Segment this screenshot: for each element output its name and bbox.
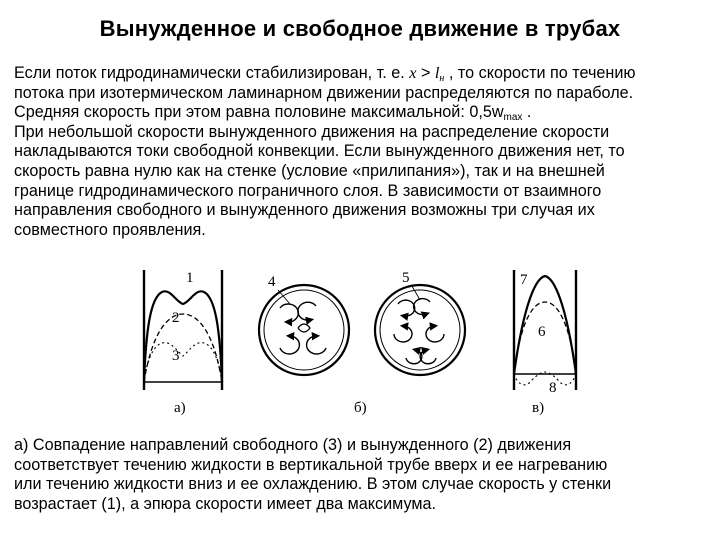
- wmax-subscript: max: [503, 112, 523, 124]
- panel-label-c: в): [532, 400, 545, 416]
- vortex-core: [298, 324, 310, 332]
- paragraph-line-9: совместного проявления.: [14, 220, 206, 239]
- panel-b: [259, 270, 465, 416]
- paragraph-line-2: потока при изотермическом ламинарном движении распределяются по параболе.: [14, 83, 634, 102]
- vortex-arrow: [426, 326, 444, 342]
- slide-title: Вынужденное и свободное движение в трубах: [99, 16, 621, 41]
- curve-label-2: 2: [172, 310, 180, 326]
- vortex-arrow: [280, 304, 298, 322]
- text-segment: , то скорости по течению: [444, 64, 636, 82]
- flow-figure: [130, 262, 590, 422]
- curve-label-1: 1: [186, 270, 194, 286]
- caption-line-3: или течению жидкости вниз и ее охлаждению. В этом случае скорость у стенки: [14, 475, 612, 494]
- vortex-arrow: [298, 302, 316, 320]
- text-segment: Если поток гидродинамически стабилизирован, т. е.: [14, 64, 410, 82]
- curve-label-6: 6: [538, 324, 546, 340]
- panel-c: [514, 270, 576, 416]
- vortex-arrow: [394, 326, 412, 342]
- profile-1: [144, 291, 222, 382]
- caption-line-2: соответствует течению жидкости в вертикальной трубе вверх и ее нагреванию: [14, 455, 608, 474]
- flow-figure-svg: [130, 262, 590, 422]
- text-segment: Средняя скорость при этом равна половине максимальной: 0,5w: [14, 103, 504, 122]
- curve-label-5: 5: [402, 270, 410, 286]
- curve-label-4: 4: [268, 274, 276, 290]
- paragraph-line-3: [14, 103, 714, 123]
- panel-label-a: а): [174, 400, 186, 416]
- profile-3: [144, 343, 222, 382]
- paragraph-line-6: скорость равна нулю как на стенке (условие «прилипания»), так и на внешней: [14, 161, 605, 180]
- intro-paragraph: [14, 64, 714, 240]
- vortex-arrow: [398, 300, 415, 316]
- panel-a: [144, 270, 222, 416]
- paragraph-line-8: направления свободного и вынужденного движения возможны три случая их: [14, 201, 595, 220]
- curve-label-3: 3: [172, 348, 180, 364]
- caption-line-1: а) Совпадение направлений свободного (3) и вынужденного (2) движения: [14, 436, 572, 454]
- vortex-arrow: [414, 299, 430, 315]
- figure-caption: [14, 436, 714, 514]
- curve-label-7: 7: [520, 272, 528, 288]
- leader-line-4: [278, 290, 290, 304]
- text-segment: >: [416, 64, 435, 82]
- caption-line-4: возрастает (1), а эпюра скорости имеет два максимума.: [14, 494, 437, 513]
- math-l: l: [434, 64, 440, 82]
- cross-section-1: [259, 285, 349, 375]
- paragraph-line-4: При небольшой скорости вынужденного движения на распределение скорости: [14, 122, 610, 141]
- text-segment: .: [522, 103, 532, 122]
- vortex-arrow: [307, 336, 326, 354]
- paragraph-line-5: накладываются токи свободной конвекции. Если вынужденного движения нет, то: [14, 142, 625, 161]
- curve-label-8: 8: [549, 380, 557, 396]
- math-l-subscript: н: [439, 73, 445, 84]
- cross-section-1-inner: [264, 290, 344, 370]
- paragraph-line-7: границе гидродинамического пограничного слоя. В зависимости от взаимного: [14, 181, 602, 200]
- leader-line-5: [412, 286, 420, 300]
- math-x: x: [409, 64, 417, 82]
- panel-label-b: б): [354, 400, 367, 416]
- vortex-arrow: [280, 336, 299, 354]
- paragraph-line-1: [14, 64, 714, 84]
